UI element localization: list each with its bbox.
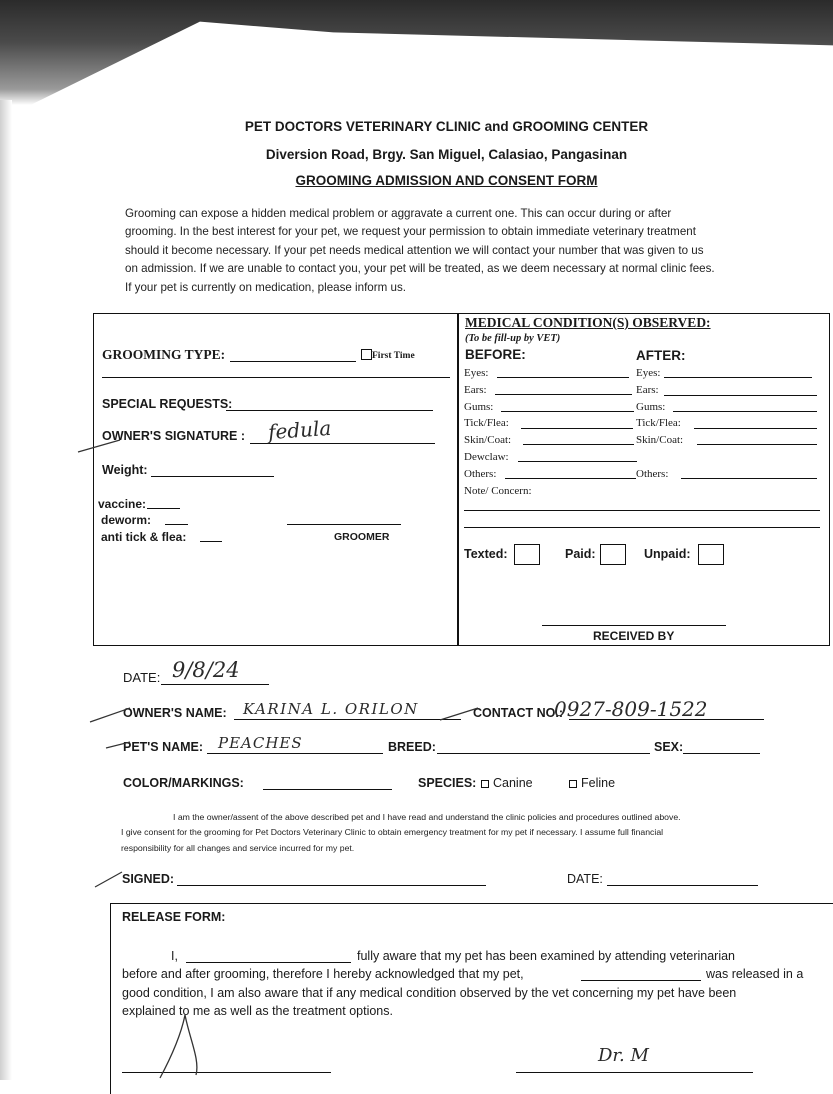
signed-label: SIGNED: (122, 872, 175, 886)
after-item-tick-flea: Tick/Flea: (636, 417, 681, 430)
clinic-address: Diversion Road, Brgy. San Miguel, Calasiao, Pangasinan (265, 147, 628, 162)
release-line-4: explained to me as well as the treatment options. (122, 1004, 393, 1018)
pen-tick-contact (440, 708, 478, 720)
pen-scribble-release (160, 1015, 197, 1078)
intro-line: on admission. If we are unable to contact you, your pet will be treated, as we deem necessary at normal clinic fees. (125, 262, 715, 276)
grooming-type-label: GROOMING TYPE: (102, 347, 226, 362)
after-item-gums: Gums: (636, 400, 666, 413)
release-line-3: good condition, I am also aware that if any medical condition observed by the vet concerning my pet have been (122, 986, 737, 1000)
signed-date-label: DATE: (567, 872, 603, 886)
before-label: BEFORE: (465, 347, 526, 362)
before-item-gums: Gums: (464, 400, 494, 413)
consent-line: I am the owner/assent of the above described pet and I have read and understand the clinic policies and procedures outlined above. (173, 812, 681, 822)
species-label: SPECIES: (418, 776, 477, 790)
after-label: AFTER: (636, 348, 686, 363)
clinic-name: PET DOCTORS VETERINARY CLINIC and GROOMING CENTER (244, 119, 649, 134)
pen-tick-owner-name (90, 708, 130, 722)
pet-name-label: PET'S NAME: (123, 740, 204, 754)
release-title: RELEASE FORM: (122, 910, 226, 924)
sex-label: SEX: (654, 740, 684, 754)
date-value: 9/8/24 (172, 658, 240, 682)
unpaid-label: Unpaid: (644, 547, 691, 561)
release-line-2a: before and after grooming, therefore I hereby acknowledged that my pet, (122, 967, 524, 981)
owner-signature-value: fedula (267, 415, 333, 445)
intro-line: grooming. In the best interest for your pet, we request your permission to obtain immediate veterinary treatment (125, 225, 696, 239)
medical-subheading: (To be fill-up by VET) (465, 333, 561, 344)
breed-label: BREED: (388, 740, 436, 754)
vet-signature-value: Dr. M (598, 1045, 649, 1066)
special-requests-label: SPECIAL REQUESTS: (102, 397, 233, 411)
intro-line: If your pet is currently on medication, please inform us. (125, 280, 406, 294)
pet-name-value: PEACHES (218, 734, 303, 752)
received-by-label: RECEIVED BY (593, 629, 675, 643)
after-item-ears: Ears: (636, 383, 659, 396)
deworm-label: deworm: (101, 513, 152, 527)
owner-signature-label: OWNER'S SIGNATURE : (102, 429, 246, 443)
intro-line: Grooming can expose a hidden medical problem or aggravate a current one. This can occur during or after (125, 207, 672, 220)
canine-label: Canine (493, 776, 533, 790)
release-line-2b: was released in a (706, 967, 804, 981)
contact-label: CONTACT NO.: (473, 706, 564, 720)
after-item-others: Others: (636, 467, 669, 480)
texted-label: Texted: (464, 547, 508, 561)
medical-heading: MEDICAL CONDITION(S) OBSERVED: (465, 315, 711, 330)
groomer-label: GROOMER (334, 531, 390, 543)
weight-label: Weight: (102, 463, 148, 477)
before-item-skin-coat: Skin/Coat: (464, 434, 512, 447)
feline-label: Feline (581, 776, 616, 790)
vaccine-label: vaccine: (98, 497, 147, 511)
pen-tick-pet-name (106, 742, 130, 748)
note-concern-label: Note/ Concern: (464, 484, 532, 497)
before-item-others: Others: (464, 467, 497, 480)
release-line-1b: fully aware that my pet has been examined by attending veterinarian (357, 949, 736, 963)
contact-value: 0927-809-1522 (554, 697, 708, 721)
after-item-eyes: Eyes: (636, 367, 661, 379)
before-item-eyes: Eyes: (464, 367, 489, 379)
pen-tick-signed (95, 872, 122, 887)
consent-line: responsibility for all changes and service incurred for my pet. (121, 842, 355, 853)
consent-line: I give consent for the grooming for Pet Doctors Veterinary Clinic to obtain emergency treatment for my pet if necessary. I assume full financial (121, 827, 664, 838)
pen-tick-owner-signature (78, 440, 120, 452)
form-title: GROOMING ADMISSION AND CONSENT FORM (295, 173, 598, 188)
anti-tick-label: anti tick & flea: (101, 530, 187, 544)
after-item-skin-coat: Skin/Coat: (636, 434, 684, 447)
color-markings-label: COLOR/MARKINGS: (123, 776, 244, 790)
date-label: DATE: (123, 670, 161, 685)
before-item-dewclaw: Dewclaw: (464, 450, 509, 463)
before-item-tick-flea: Tick/Flea: (464, 417, 509, 430)
intro-line: should it become necessary. If your pet needs medical attention we will contact your number that was given to us (125, 243, 704, 257)
release-line-1a: I, (171, 949, 178, 963)
owner-name-label: OWNER'S NAME: (123, 706, 227, 720)
owner-name-value: KARINA L. ORILON (243, 700, 419, 718)
before-item-ears: Ears: (464, 383, 487, 396)
first-time-label: First Time (372, 351, 415, 361)
paid-label: Paid: (565, 547, 596, 561)
